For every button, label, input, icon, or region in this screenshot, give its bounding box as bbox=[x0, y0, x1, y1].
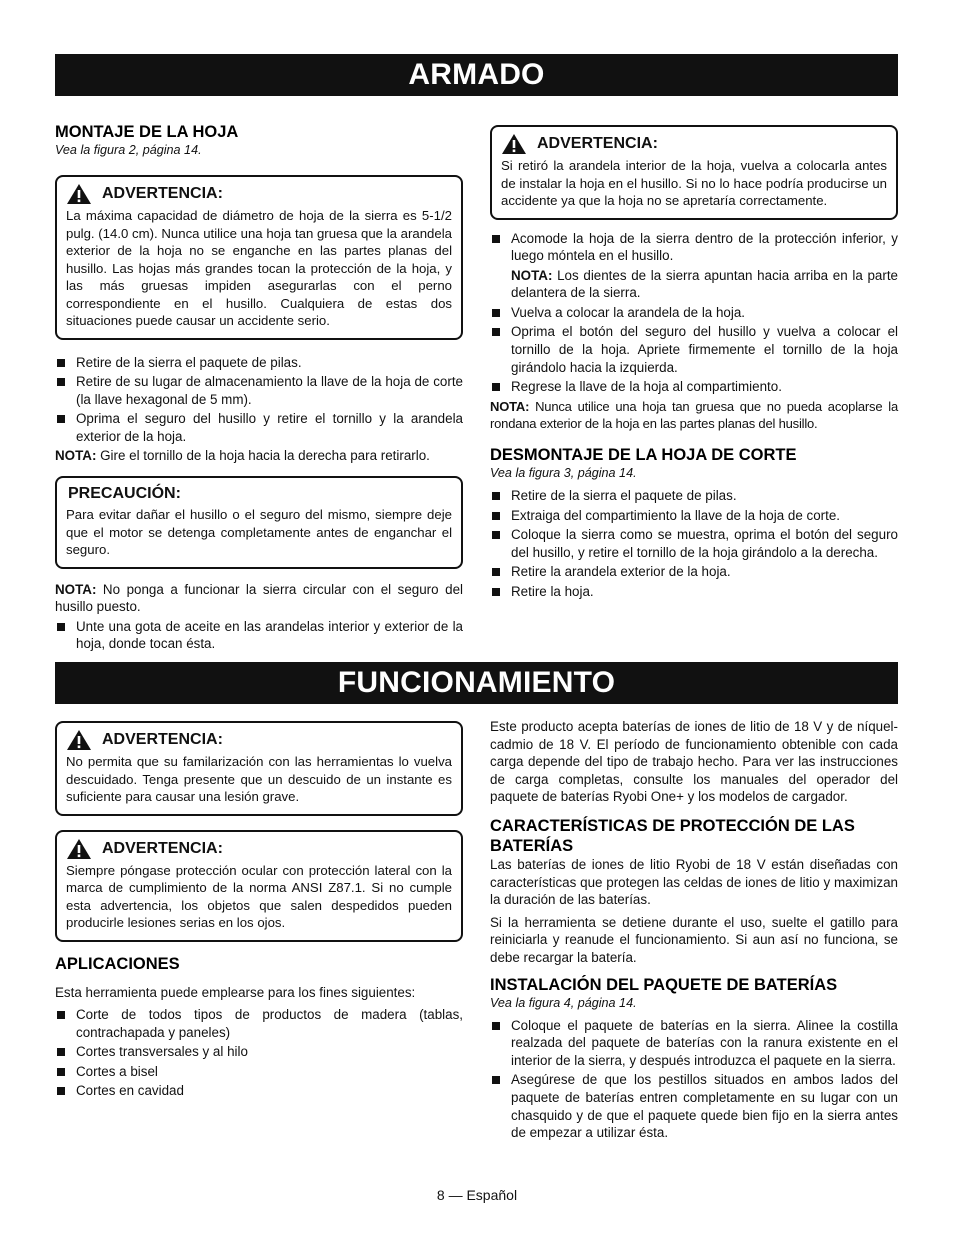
list-item: Coloque el paquete de baterías en la sierra. Alinee la costilla realzada del paquete de baterías con la ranura existente en el interior de la sierra, y después introduzca el paquete en la sierra. bbox=[490, 1017, 898, 1070]
warning-text: No permita que su familarización con las herramientas lo vuelva descuidado. Tenga presente que un descuido de un instante es suficiente para causar una lesión grave. bbox=[66, 754, 452, 804]
bullet-square-icon bbox=[57, 378, 65, 386]
bullet-square-icon bbox=[57, 623, 65, 631]
list-item: Cortes en cavidad bbox=[55, 1082, 463, 1100]
instalacion-heading: INSTALACIÓN DEL PAQUETE DE BATERÍAS bbox=[490, 975, 838, 994]
page-footer: 8 — Español bbox=[436, 1187, 518, 1203]
bullet-square-icon bbox=[57, 359, 65, 367]
list-item: Corte de todos tipos de productos de madera (tablas, contrachapada y paneles) bbox=[55, 1006, 463, 1041]
list-item: Regrese la llave de la hoja al compartimiento. bbox=[490, 378, 898, 396]
bullet-square-icon bbox=[492, 588, 500, 596]
caution-text: Para evitar dañar el husillo o el seguro del mismo, siempre deje que el motor se detenga completamente antes de enganchar el seguro. bbox=[66, 507, 452, 558]
list-item: Extraiga del compartimiento la llave de la hoja de corte. bbox=[490, 507, 898, 525]
warning-header bbox=[66, 729, 452, 751]
montaje-heading: MONTAJE DE LA HOJA bbox=[55, 123, 239, 141]
familiarization-warning-box bbox=[55, 721, 463, 816]
bullet-square-icon bbox=[57, 1048, 65, 1056]
bullet-square-icon bbox=[57, 1087, 65, 1095]
bullet-square-icon bbox=[57, 1068, 65, 1076]
list-item: Retire la hoja. bbox=[490, 583, 898, 601]
eye-protection-warning-box bbox=[55, 830, 463, 942]
list-item: Cortes transversales y al hilo bbox=[55, 1043, 463, 1061]
install-steps-2 bbox=[490, 304, 898, 396]
warning-title: ADVERTENCIA: bbox=[102, 185, 223, 202]
list-item: Vuelva a colocar la arandela de la hoja. bbox=[490, 304, 898, 322]
montaje-figure-ref: Vea la figura 2, página 14. bbox=[55, 143, 202, 157]
armado-banner: ARMADO bbox=[55, 54, 898, 96]
aplicaciones-intro: Esta herramienta puede emplearse para los fines siguientes: bbox=[55, 984, 416, 1000]
warning-triangle-icon bbox=[66, 183, 92, 205]
warning-text: La máxima capacidad de diámetro de hoja de la sierra es 5-1/2 pulg. (14.0 cm). Nunca utilice una hoja tan gruesa que la arandela exterior de la hoja no se enganche en las partes planas del husillo. Las hojas más grandes tocan la protección de la hoja, y las más gruesas impiden asegurarlas con el perno correspondiente en el husillo. Cualquiera de estas dos situaciones puede causar un accidente serio. bbox=[66, 208, 452, 328]
bullet-square-icon bbox=[492, 1022, 500, 1030]
list-item: Unte una gota de aceite en las arandelas interior y exterior de la hoja, donde tocan ésta. bbox=[55, 618, 463, 653]
desmontaje-heading: DESMONTAJE DE LA HOJA DE CORTE bbox=[490, 446, 797, 465]
list-item: Oprima el botón del seguro del husillo y vuelva a colocar el tornillo de la hoja. Apriete firmemente el tornillo de la hoja girándolo hacia la izquierda. bbox=[490, 323, 898, 376]
instalacion-steps bbox=[490, 1017, 898, 1142]
list-item: Retire de su lugar de almacenamiento la llave de la hoja de corte (la llave hexagonal de 5 mm). bbox=[55, 373, 463, 408]
proteccion-heading: CARACTERÍSTICAS DE PROTECCIÓN DE LAS BATERÍAS bbox=[490, 816, 855, 855]
proteccion-text-1: Las baterías de iones de litio Ryobi de 18 V están diseñadas con características que protegen las celdas de iones de litio y maximizan la duración de las baterías. bbox=[490, 856, 898, 908]
warning-header bbox=[66, 183, 452, 205]
note-spindle-lock: NOTA: No ponga a funcionar la sierra circular con el seguro del husillo puesto. bbox=[55, 581, 463, 615]
bullet-square-icon bbox=[492, 328, 500, 336]
washer-warning-box bbox=[490, 125, 898, 220]
warning-header bbox=[66, 838, 452, 860]
list-item: Coloque la sierra como se muestra, oprima el botón del seguro del husillo, y retire el tornillo de la hoja girándolo a la derecha. bbox=[490, 526, 898, 561]
warning-title: ADVERTENCIA: bbox=[102, 731, 223, 748]
list-item: Retire de la sierra el paquete de pilas. bbox=[55, 354, 463, 372]
desmontaje-steps bbox=[490, 487, 898, 601]
warning-text: Siempre póngase protección ocular con protección lateral con la marca de cumplimiento de la norma ANSI Z87.1. Si no cumple esta advertencia, los objetos que salen despedidos pueden producirle lesiones serias en los ojos. bbox=[66, 862, 452, 930]
warning-title: ADVERTENCIA: bbox=[102, 839, 223, 857]
warning-text: Si retiró la arandela interior de la hoja, vuelva a colocarla antes de instalar la hoja en el husillo. Si no lo hace podría producirse un accidente ya que la hoja no se apretaría correctamente. bbox=[501, 158, 887, 208]
oil-step bbox=[55, 618, 463, 653]
bullet-square-icon bbox=[492, 309, 500, 317]
aplicaciones-heading: APLICACIONES bbox=[55, 954, 180, 973]
funcionamiento-right-column bbox=[490, 718, 898, 1144]
note-blade-thickness: NOTA: Nunca utilice una hoja tan gruesa que no pueda acoplarse la rondana exterior de la hoja en las partes planas del husillo. bbox=[490, 398, 898, 432]
note-teeth: NOTA: Los dientes de la sierra apuntan hacia arriba en la parte delantera de la sierra. bbox=[511, 267, 898, 301]
caution-title: PRECAUCIÓN: bbox=[68, 485, 181, 503]
bullet-square-icon bbox=[492, 383, 500, 391]
note-turn-screw: NOTA: Gire el tornillo de la hoja hacia la derecha para retirarlo. bbox=[55, 448, 430, 464]
list-item: Cortes a bisel bbox=[55, 1063, 463, 1081]
desmontaje-figure-ref: Vea la figura 3, página 14. bbox=[490, 466, 637, 481]
bullet-square-icon bbox=[492, 512, 500, 520]
list-item: Retire de la sierra el paquete de pilas. bbox=[490, 487, 898, 505]
montaje-steps bbox=[55, 354, 463, 446]
caution-box bbox=[55, 476, 463, 569]
bullet-square-icon bbox=[492, 492, 500, 500]
list-item: Oprima el seguro del husillo y retire el tornillo y la arandela exterior de la hoja. bbox=[55, 410, 463, 445]
bullet-square-icon bbox=[57, 415, 65, 423]
bullet-square-icon bbox=[57, 1011, 65, 1019]
proteccion-text-2: Si la herramienta se detiene durante el uso, suelte el gatillo para reiniciarla y reanude el funcionamiento. Si aun así no funciona, se debe recargar la batería. bbox=[490, 914, 898, 965]
install-steps bbox=[490, 230, 898, 265]
aplicaciones-list bbox=[55, 1006, 463, 1100]
armado-left-column bbox=[55, 122, 463, 655]
bullet-square-icon bbox=[492, 531, 500, 539]
bullet-square-icon bbox=[492, 568, 500, 576]
list-item: Acomode la hoja de la sierra dentro de la protección inferior, y luego móntela en el husillo. bbox=[490, 230, 898, 265]
instalacion-figure-ref: Vea la figura 4, página 14. bbox=[490, 995, 637, 1010]
bullet-square-icon bbox=[492, 1076, 500, 1084]
warning-triangle-icon bbox=[66, 838, 92, 860]
warning-triangle-icon bbox=[501, 133, 527, 155]
battery-intro-text: Este producto acepta baterías de iones de litio de 18 V y de níquel-cadmio de 18 V. El período de funcionamiento obtenible con cada carga depende del tipo de trabajo hecho. Para ver las instrucciones de carga completas, consulte los manuales del operador del paquete de baterías Ryobi One+ y los modelos de cargador. bbox=[490, 719, 898, 805]
funcionamiento-banner: FUNCIONAMIENTO bbox=[55, 662, 898, 704]
list-item: Retire la arandela exterior de la hoja. bbox=[490, 563, 898, 581]
warning-header bbox=[501, 133, 887, 155]
montaje-warning-box bbox=[55, 175, 463, 340]
armado-right-column bbox=[490, 125, 898, 603]
warning-triangle-icon bbox=[66, 729, 92, 751]
bullet-square-icon bbox=[492, 235, 500, 243]
warning-title: ADVERTENCIA: bbox=[537, 135, 658, 152]
list-item: Asegúrese de que los pestillos situados en ambos lados del paquete de baterías entren completamente en su lugar con un chasquido y de que el paquete quede bien fijo en la sierra antes de empezar a utilizar ésta. bbox=[490, 1071, 898, 1141]
funcionamiento-left-column bbox=[55, 721, 463, 1102]
